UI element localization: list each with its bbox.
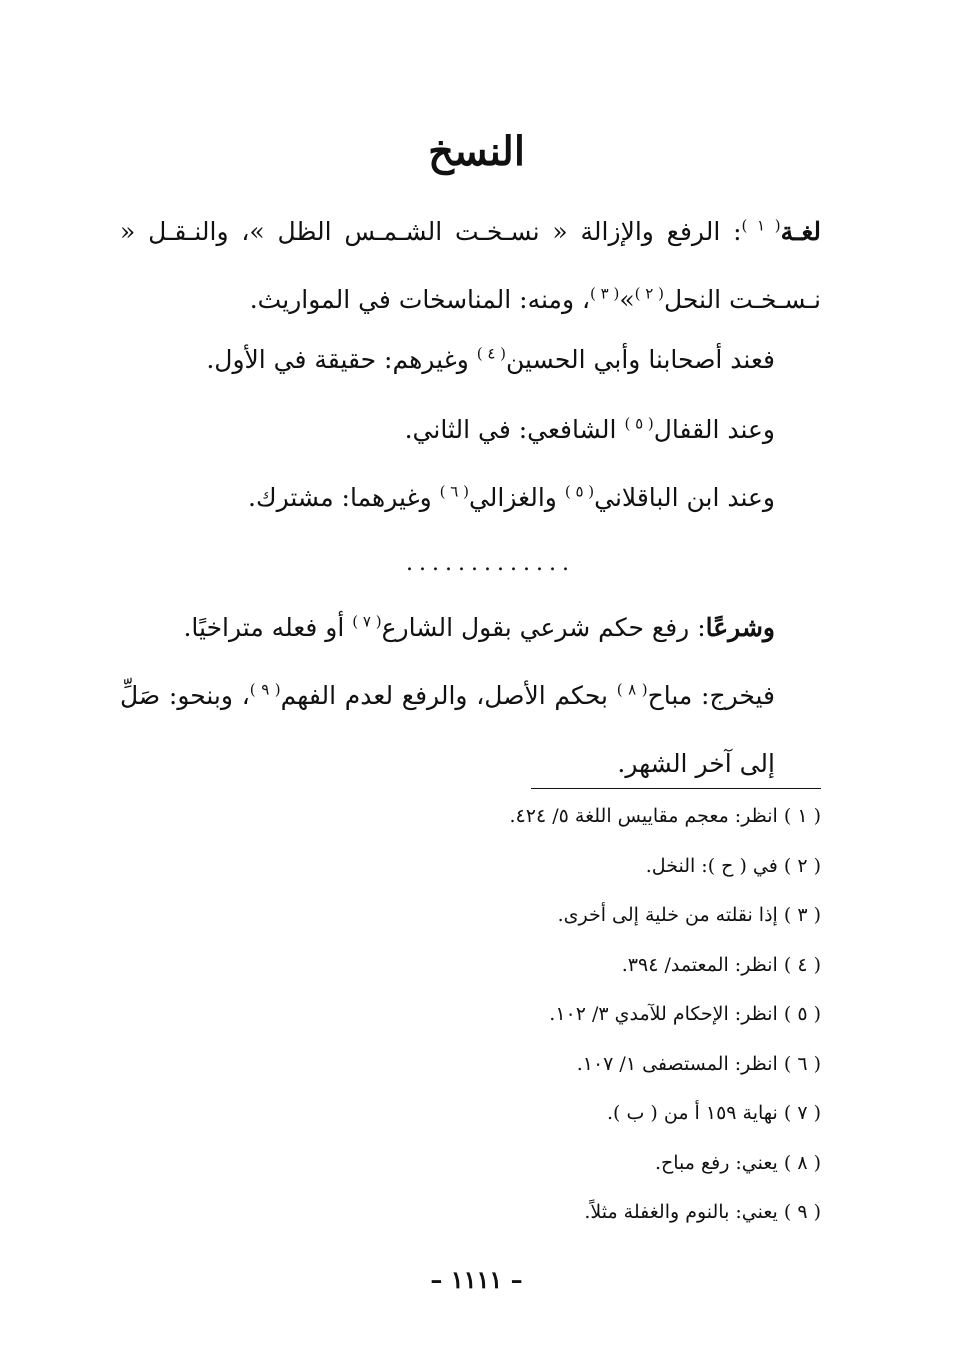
footnote-ref[interactable]: ( ٥ ) xyxy=(564,482,595,501)
paragraph-text: وعند ابن الباقلاني xyxy=(594,483,775,512)
paragraph-text: الشافعي: في الثاني. xyxy=(404,415,625,444)
paragraph-exclusions xyxy=(120,662,821,798)
paragraph-text: فيخرج: مباح xyxy=(647,681,776,710)
paragraph-text: » xyxy=(619,285,635,314)
paragraph-text: وعند القفال xyxy=(653,415,775,444)
footnote-ref[interactable]: ( ٢ ) xyxy=(634,284,664,303)
paragraph-opinion-3 xyxy=(120,464,821,532)
footnote-ref[interactable]: ( ٧ ) xyxy=(352,612,382,631)
footnote-item: ( ٩ ) يعني: بالنوم والغفلة مثلاً. xyxy=(584,1201,821,1223)
dots-divider: ............. xyxy=(406,551,575,576)
section-separator xyxy=(120,530,821,598)
footnote-item: ( ٥ ) انظر: الإحكام للآمدي ٣/ ١٠٢. xyxy=(549,1003,821,1025)
exclusions xyxy=(120,662,821,798)
paragraph-sharan xyxy=(120,594,821,662)
page-number: – ١١١١ – xyxy=(430,1265,523,1294)
footnote-ref[interactable]: ( ٦ ) xyxy=(439,482,469,501)
footnote-divider xyxy=(531,788,821,789)
paragraph-text: : الرفع والإزالة « نسـخـت الشـمـس الظل »، والنـقـل « نـسـخـت النحل xyxy=(120,217,821,314)
footnote-ref[interactable]: ( ١ ) xyxy=(741,216,781,235)
paragraph-text: وغيرهم: حقيقة في الأول. xyxy=(206,345,477,374)
footnote-ref[interactable]: ( ٩ ) xyxy=(249,680,281,699)
footnote-ref[interactable]: ( ٤ ) xyxy=(476,344,507,363)
opinion-qaffal xyxy=(120,396,821,464)
term-sharan: وشرعًا xyxy=(705,613,775,642)
paragraph-text: بحكم الأصل، والرفع لعدم الفهم xyxy=(280,681,617,710)
footnote-item: ( ١ ) انظر: معجم مقاييس اللغة ٥/ ٤٢٤. xyxy=(509,805,821,827)
footnote-ref[interactable]: ( ٥ ) xyxy=(624,414,654,433)
footnote-ref[interactable]: ( ٨ ) xyxy=(616,680,648,699)
paragraph-text: ، وبنحو: صَلِّ إلى آخر الشهر. xyxy=(120,681,775,778)
term-lugha: لغـة xyxy=(780,217,821,246)
footnote-item: ( ٦ ) انظر: المستصفى ١/ ١٠٧. xyxy=(576,1052,821,1075)
paragraph-opinion-1 xyxy=(120,326,821,394)
paragraph-text: أو فعله متراخيًا. xyxy=(183,613,353,642)
page-title: النسخ xyxy=(428,128,525,175)
opinion-mushtarak xyxy=(120,464,821,532)
definition-lugha xyxy=(120,198,821,334)
footnote-ref[interactable]: ( ٣ ) xyxy=(590,284,620,303)
paragraph-lugha xyxy=(120,198,821,334)
paragraph-text: فعند أصحابنا وأبي الحسين xyxy=(506,345,775,374)
footnote-item: ( ٤ ) انظر: المعتمد/ ٣٩٤. xyxy=(621,953,821,976)
paragraph-text: ، ومنه: المناسخات في المواريث. xyxy=(249,285,591,314)
footnote-item: ( ٣ ) إذا نقلته من خلية إلى أخرى. xyxy=(557,904,821,926)
footnote-item: ( ٧ ) نهاية ١٥٩ أ من ( ب ). xyxy=(606,1102,821,1124)
paragraph-opinion-2 xyxy=(120,396,821,464)
paragraph-text: : رفع حكم شرعي بقول الشارع xyxy=(381,613,706,642)
footnote-item: ( ٢ ) في ( ح ): النخل. xyxy=(645,854,821,877)
paragraph-text: وغيرهما: مشترك. xyxy=(248,483,440,512)
definition-sharan xyxy=(120,594,821,662)
footnotes-list xyxy=(200,792,821,1238)
footnote-item: ( ٨ ) يعني: رفع مباح. xyxy=(654,1151,821,1174)
paragraph-text: والغزالي xyxy=(468,483,565,512)
opinion-haqiqa xyxy=(120,326,821,394)
